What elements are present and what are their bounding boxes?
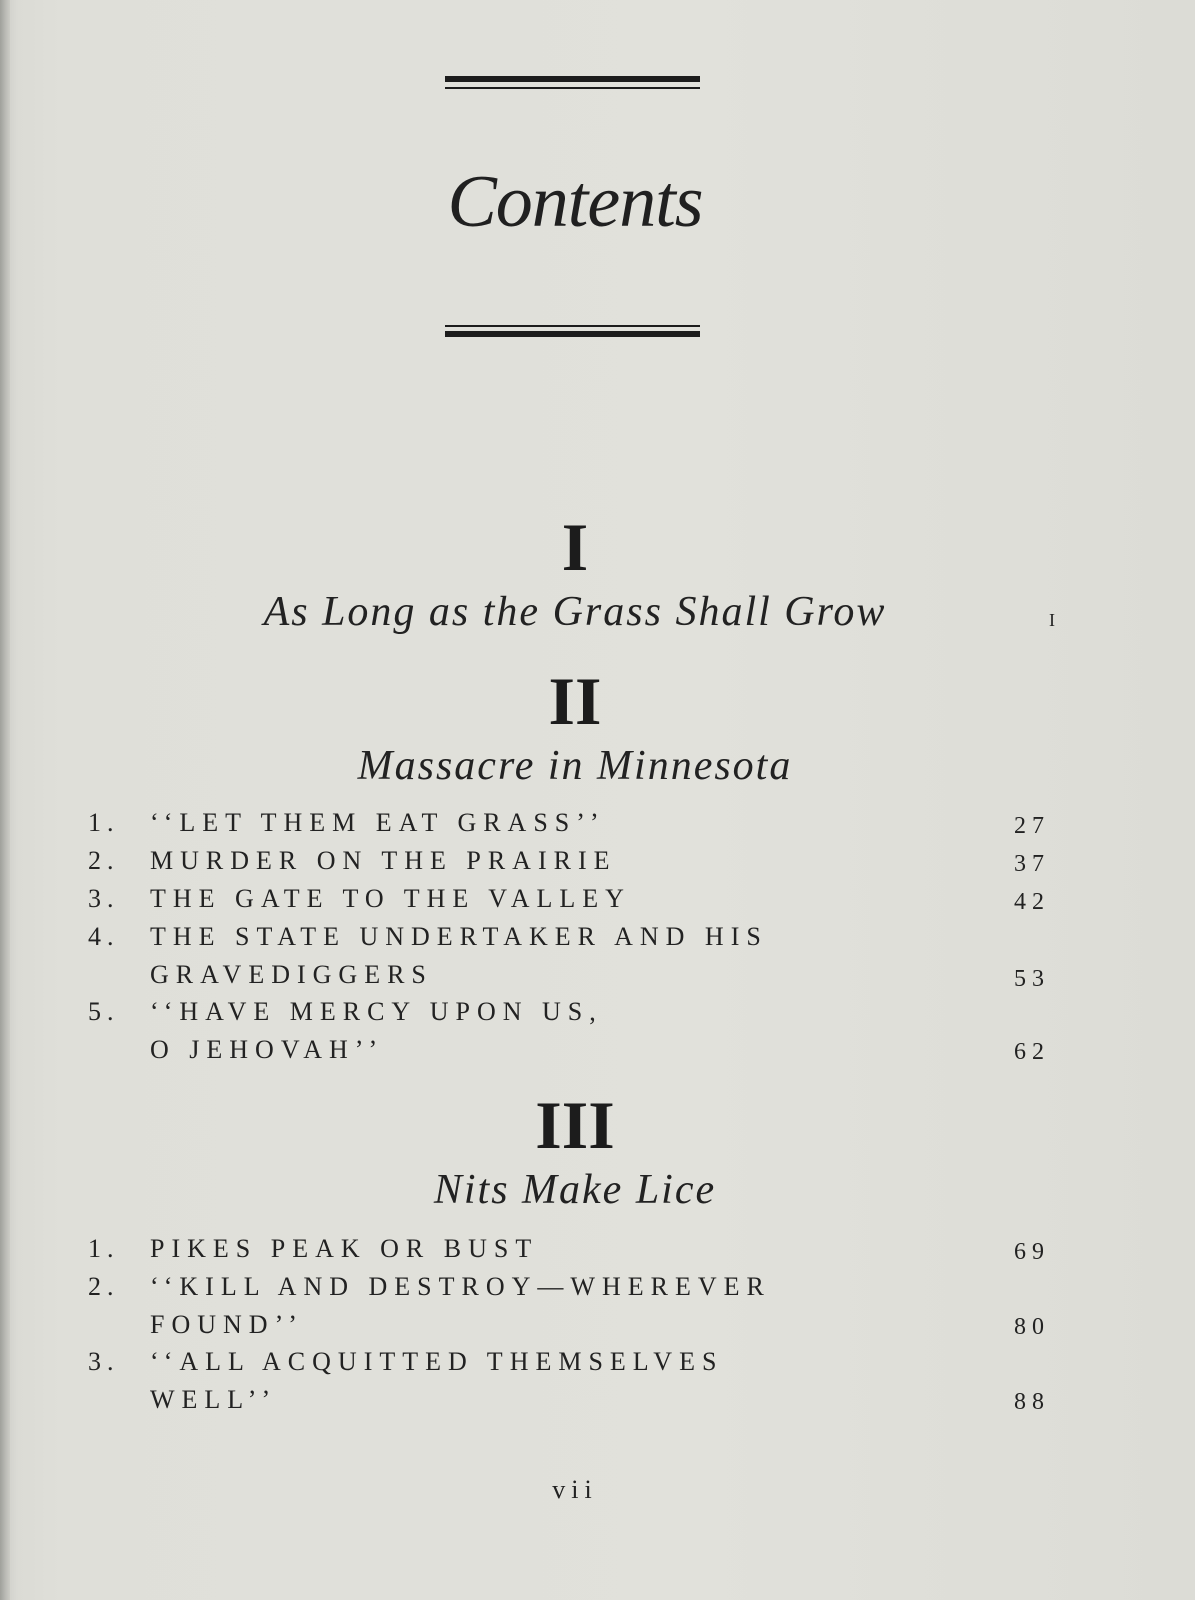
entry-page-number: 80: [1014, 1314, 1050, 1340]
bottom-double-rule: [445, 325, 700, 339]
entry-number: 4.: [88, 922, 120, 951]
entry-title-line-1: ‘‘KILL AND DESTROY—WHEREVER: [150, 1272, 771, 1301]
entry-title-line-2: WELL’’: [150, 1385, 278, 1414]
part-numeral: II: [548, 663, 602, 739]
toc-entry[interactable]: [0, 922, 1195, 1002]
toc-entry[interactable]: [0, 1234, 1195, 1274]
part-title: As Long as the Grass Shall Grow: [263, 589, 887, 635]
entry-page-number: 88: [1014, 1389, 1050, 1415]
part-title: Nits Make Lice: [433, 1167, 717, 1213]
entry-number: 3.: [88, 884, 120, 913]
entry-page-number: 62: [1014, 1039, 1050, 1065]
entry-number: 5.: [88, 997, 120, 1026]
entry-title-line-2: O JEHOVAH’’: [150, 1035, 385, 1064]
entry-title: MURDER ON THE PRAIRIE: [150, 846, 617, 875]
part-numeral: I: [561, 509, 589, 585]
entry-title-line-2: GRAVEDIGGERS: [150, 960, 433, 989]
rule-thick-line: [445, 76, 700, 82]
part-numeral: III: [535, 1087, 615, 1163]
entry-number: 2.: [88, 846, 120, 875]
entry-page-number: 69: [1014, 1239, 1050, 1265]
entry-title-line-2: FOUND’’: [150, 1310, 304, 1339]
entry-page-number: 27: [1014, 813, 1050, 839]
entry-title-line-1: ‘‘HAVE MERCY UPON US,: [150, 997, 603, 1026]
entry-number: 3.: [88, 1347, 120, 1376]
entry-number: 1.: [88, 808, 120, 837]
part-title: Massacre in Minnesota: [357, 743, 793, 789]
page-folio: vii: [552, 1475, 598, 1504]
rule-thick-line: [445, 331, 700, 337]
entry-title: ‘‘LET THEM EAT GRASS’’: [150, 808, 606, 837]
entry-title: PIKES PEAK OR BUST: [150, 1234, 539, 1263]
toc-entry[interactable]: [0, 997, 1195, 1077]
part-page-number: I: [1049, 610, 1055, 630]
top-double-rule: [445, 76, 700, 90]
toc-entry[interactable]: [0, 884, 1195, 924]
entry-title-line-1: THE STATE UNDERTAKER AND HIS: [150, 922, 768, 951]
toc-entry[interactable]: [0, 1347, 1195, 1427]
entry-title-line-1: ‘‘ALL ACQUITTED THEMSELVES: [150, 1347, 724, 1376]
entry-number: 2.: [88, 1272, 120, 1301]
toc-entry[interactable]: [0, 1272, 1195, 1352]
rule-thin-line: [445, 325, 700, 327]
entry-page-number: 42: [1014, 889, 1050, 915]
entry-title: THE GATE TO THE VALLEY: [150, 884, 631, 913]
entry-page-number: 53: [1014, 966, 1050, 992]
rule-thin-line: [445, 87, 700, 89]
entry-number: 1.: [88, 1234, 120, 1263]
entry-page-number: 37: [1014, 851, 1050, 877]
toc-entry[interactable]: [0, 808, 1195, 848]
toc-entry[interactable]: [0, 846, 1195, 886]
contents-title: Contents: [447, 161, 703, 243]
